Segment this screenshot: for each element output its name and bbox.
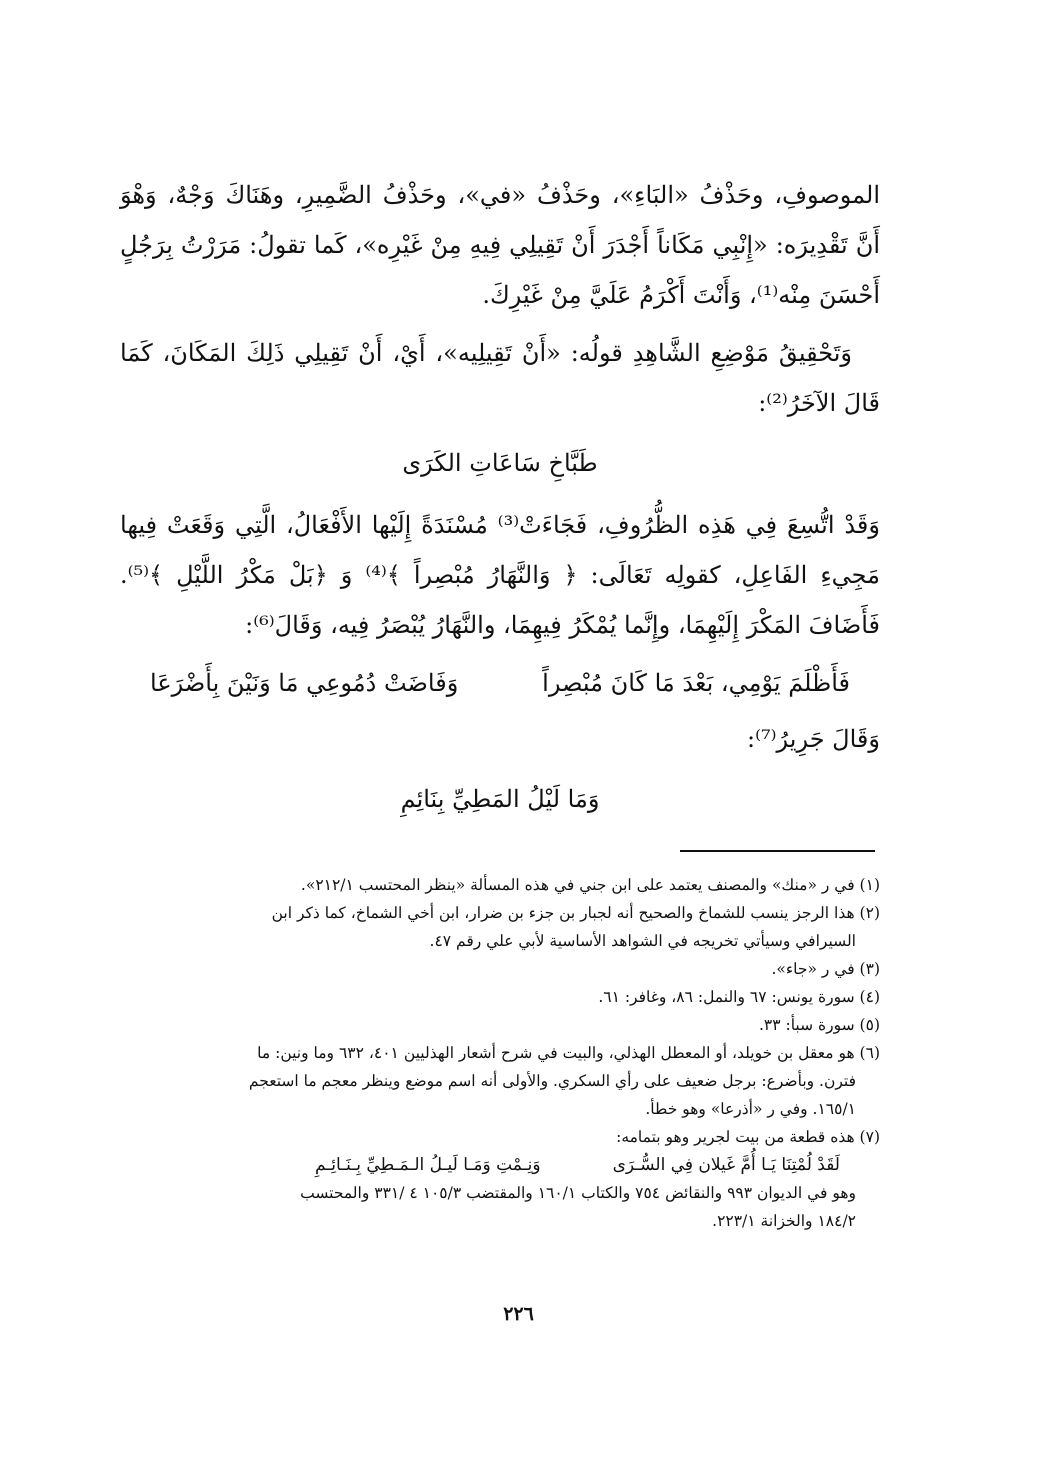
paragraph-3: وَقَدْ اتُّسِعَ فِي هَذِه الظُّرُوفِ، فَجَاءَتْ⁽³⁾ مُسْنَدَةً إِلَيْها الأَفْعَالُ، الَّتِي وَقَعَتْ فِيها مَجِيءِ الفَاعِلِ، كقولِه تَعَالَى: ﴿ وَالنَّهَارُ مُبْصِراً ﴾⁽⁴⁾ وَ ﴿بَلْ مَكْرُ اللَّيْلِ ﴾⁽⁵⁾. فَأَضَافَ المَكْرَ إِلَيْهِمَا، وإِنَّما يُمْكَرُ فِيهِمَا، والنَّهَارُ يُبْصَرُ فِيه، وَقَالَ⁽⁶⁾:: [120, 511, 881, 639]
footnote-7-verse: [155, 1152, 880, 1178]
footnote-1: (١) في ر «منك» والمصنف يعتمد على ابن جني في هذه المسألة «ينظر المحتسب ٢١٢/١».: [300, 876, 880, 894]
footnote-6-end: ١٦٥/١. وفي ر «أذرعا» وهو خطأ.: [645, 1100, 856, 1118]
paragraph-2: وَتَحْقِيقُ مَوْضِعِ الشَّاهِدِ قولُه: «أَنْ تَقِيلِيه»، أَيْ، أَنْ تَقِيلِي ذَلِكَ المَكَانَ، كَمَا قَالَ الآخَرُ⁽²⁾:: [120, 339, 880, 417]
footnote-separator: [680, 850, 875, 852]
footnote-5: (٥) سورة سبأ: ٣٣.: [758, 1016, 880, 1034]
page-number: ٢٢٦: [503, 1303, 534, 1325]
verse-fragment-1: طَبَّاخِ سَاعَاتِ الكَرَى: [402, 449, 598, 477]
main-text: [120, 170, 880, 836]
footnote-3: (٣) في ر «جاء».: [771, 960, 880, 978]
verse-hemistich-left: وَفَاضَتْ دُمُوعِي مَا وَنَيْنَ بِأَضْرَعَا: [150, 669, 459, 697]
footnote-4: (٤) سورة يونس: ٦٧ والنمل: ٨٦، وغافر: ٦١.: [598, 988, 880, 1006]
footnote-2-continued: السيرافي وسيأتي تخريجه في الشواهد الأساسية لأبي علي رقم ٤٧.: [429, 932, 856, 950]
footnote-7-end: ١٨٤/٢ والخزانة ٢٢٣/١.: [712, 1212, 856, 1230]
footnote-7-continued: وهو في الديوان ٩٩٣ والنقائض ٧٥٤ والكتاب ١٦٠/١ والمقتضب ١٠٥/٣ ٤ /٣٣١ والمحتسب: [300, 1184, 856, 1202]
footnote-6-continued: فترن. وبأضرع: برجل ضعيف على رأي السكري. والأولى أنه اسم موضع وينظر معجم ما استعجم: [248, 1072, 856, 1090]
verse-hemistich-right: فَأَظْلَمَ يَوْمِي، بَعْدَ مَا كَانَ مُبْصِراً: [542, 669, 850, 697]
verse-couplet: [120, 658, 880, 708]
verse-fragment-2: وَمَا لَيْلُ المَطِيِّ بِنَائِمِ: [400, 785, 600, 813]
footnote-7: (٧) هذه قطعة من بيت لجرير وهو بتمامه:: [616, 1128, 880, 1146]
paragraph-1: الموصوفِ، وحَذْفُ «البَاءِ»، وحَذْفُ «في»، وحَذْفُ الضَّمِيرِ، وهَنَاكَ وَجْهٌ، وَهْوَ أَنَّ تَقْدِيرَه: «إِنْبِي مَكَاناً أَجْدَرَ أَنْ تَقِيلِي فِيهِ مِنْ غَيْرِه»، كَما تقولُ: مَرَرْتُ بِرَجُلٍ أَحْسَنَ مِنْه⁽¹⁾، وَأَنْتَ أَكْرَمُ عَلَيَّ مِنْ غَيْرِكَ.: [120, 181, 880, 309]
paragraph-4: وَقَالَ جَرِيرُ⁽⁷⁾:: [747, 725, 880, 753]
footnotes: [155, 872, 880, 1236]
footnote-verse-left: وَنِـمْتِ وَمَـا لَيـلُ الـمَـطِيِّ بِـنَـائِـمِ: [315, 1155, 541, 1175]
footnote-6: (٦) هو معقل بن خويلد، أو المعطل الهذلي، والبيت في شرح أشعار الهذليين ٤٠١، ٦٣٢ وما ونين: ما: [257, 1044, 880, 1062]
footnote-2: (٢) هذا الرجز ينسب للشماخ والصحيح أنه لجبار بن جزء بن ضرار، ابن أخي الشماخ، كما ذكر ابن: [271, 904, 880, 922]
footnote-verse-right: لَقَدْ لُمْتِنَا يَـا أُمَّ غَيلان فِي السُّـرَى: [612, 1155, 840, 1175]
